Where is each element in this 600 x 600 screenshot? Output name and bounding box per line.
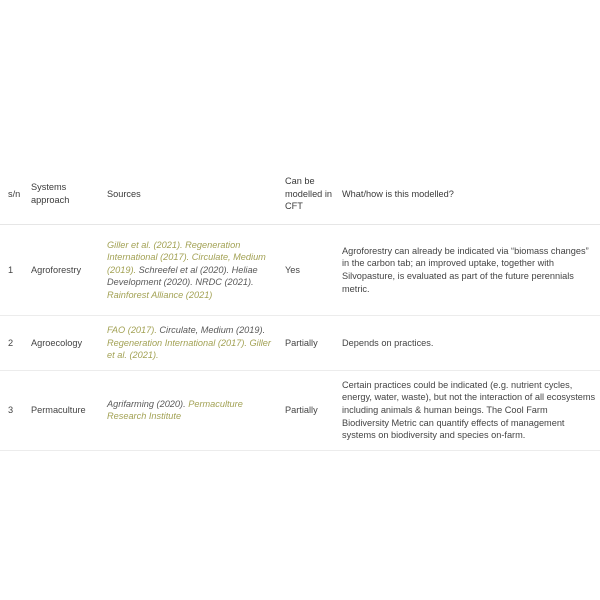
how-modelled-cell: Depends on practices.	[338, 316, 600, 371]
sources-cell	[103, 225, 281, 316]
can-be-modelled-cell: Yes	[281, 225, 338, 316]
source-link[interactable]: Giller et al. (2021).	[107, 239, 186, 250]
source-link[interactable]: Permaculture Research Institute	[107, 398, 243, 422]
systems-approach-cell: Permaculture	[27, 370, 103, 450]
how-modelled-cell: Agroforestry can already be indicated via “biomass changes” in the carbon tab; an improved uptake, together with Silvopasture, is evaluated as part of the future perennials metric.	[338, 225, 600, 316]
source-link[interactable]: Regeneration International (2017).	[107, 337, 250, 348]
table-header-row	[0, 168, 600, 225]
systems-approach-table	[0, 168, 600, 451]
sources-cell	[103, 370, 281, 450]
row-number: 2	[0, 316, 27, 371]
header-systems-approach: Systems approach	[27, 168, 103, 225]
source-link[interactable]: Regeneration International (2017).	[107, 239, 241, 263]
source-link[interactable]: Rainforest Alliance (2021)	[107, 289, 213, 300]
header-can-be-modelled: Can be modelled in CFT	[281, 168, 338, 225]
header-sn: s/n	[0, 168, 27, 225]
how-modelled-cell: Certain practices could be indicated (e.g. nutrient cycles, energy, water, waste), but not the interaction of all ecosystems including animals & human beings. The Cool Farm Biodiversity Metric can quantify effects of management systems on biodiversity and species on-farm.	[338, 370, 600, 450]
row-number: 3	[0, 370, 27, 450]
table-row	[0, 316, 600, 371]
can-be-modelled-cell: Partially	[281, 316, 338, 371]
can-be-modelled-cell: Partially	[281, 370, 338, 450]
row-number: 1	[0, 225, 27, 316]
sources-cell	[103, 316, 281, 371]
source-text: Schreefel et al (2020). Heliae Development (2020). NRDC (2021).	[107, 264, 258, 288]
header-what-how: What/how is this modelled?	[338, 168, 600, 225]
table-row	[0, 370, 600, 450]
systems-approach-cell: Agroecology	[27, 316, 103, 371]
header-sources: Sources	[103, 168, 281, 225]
source-link[interactable]: Circulate, Medium (2019).	[107, 252, 266, 275]
systems-approach-cell: Agroforestry	[27, 225, 103, 316]
source-text: Circulate, Medium (2019).	[159, 325, 266, 335]
source-text: Agrifarming (2020).	[107, 398, 189, 409]
source-link[interactable]: Giller et al. (2021).	[107, 337, 271, 361]
source-link[interactable]: FAO (2017).	[107, 325, 160, 335]
table-row	[0, 225, 600, 316]
